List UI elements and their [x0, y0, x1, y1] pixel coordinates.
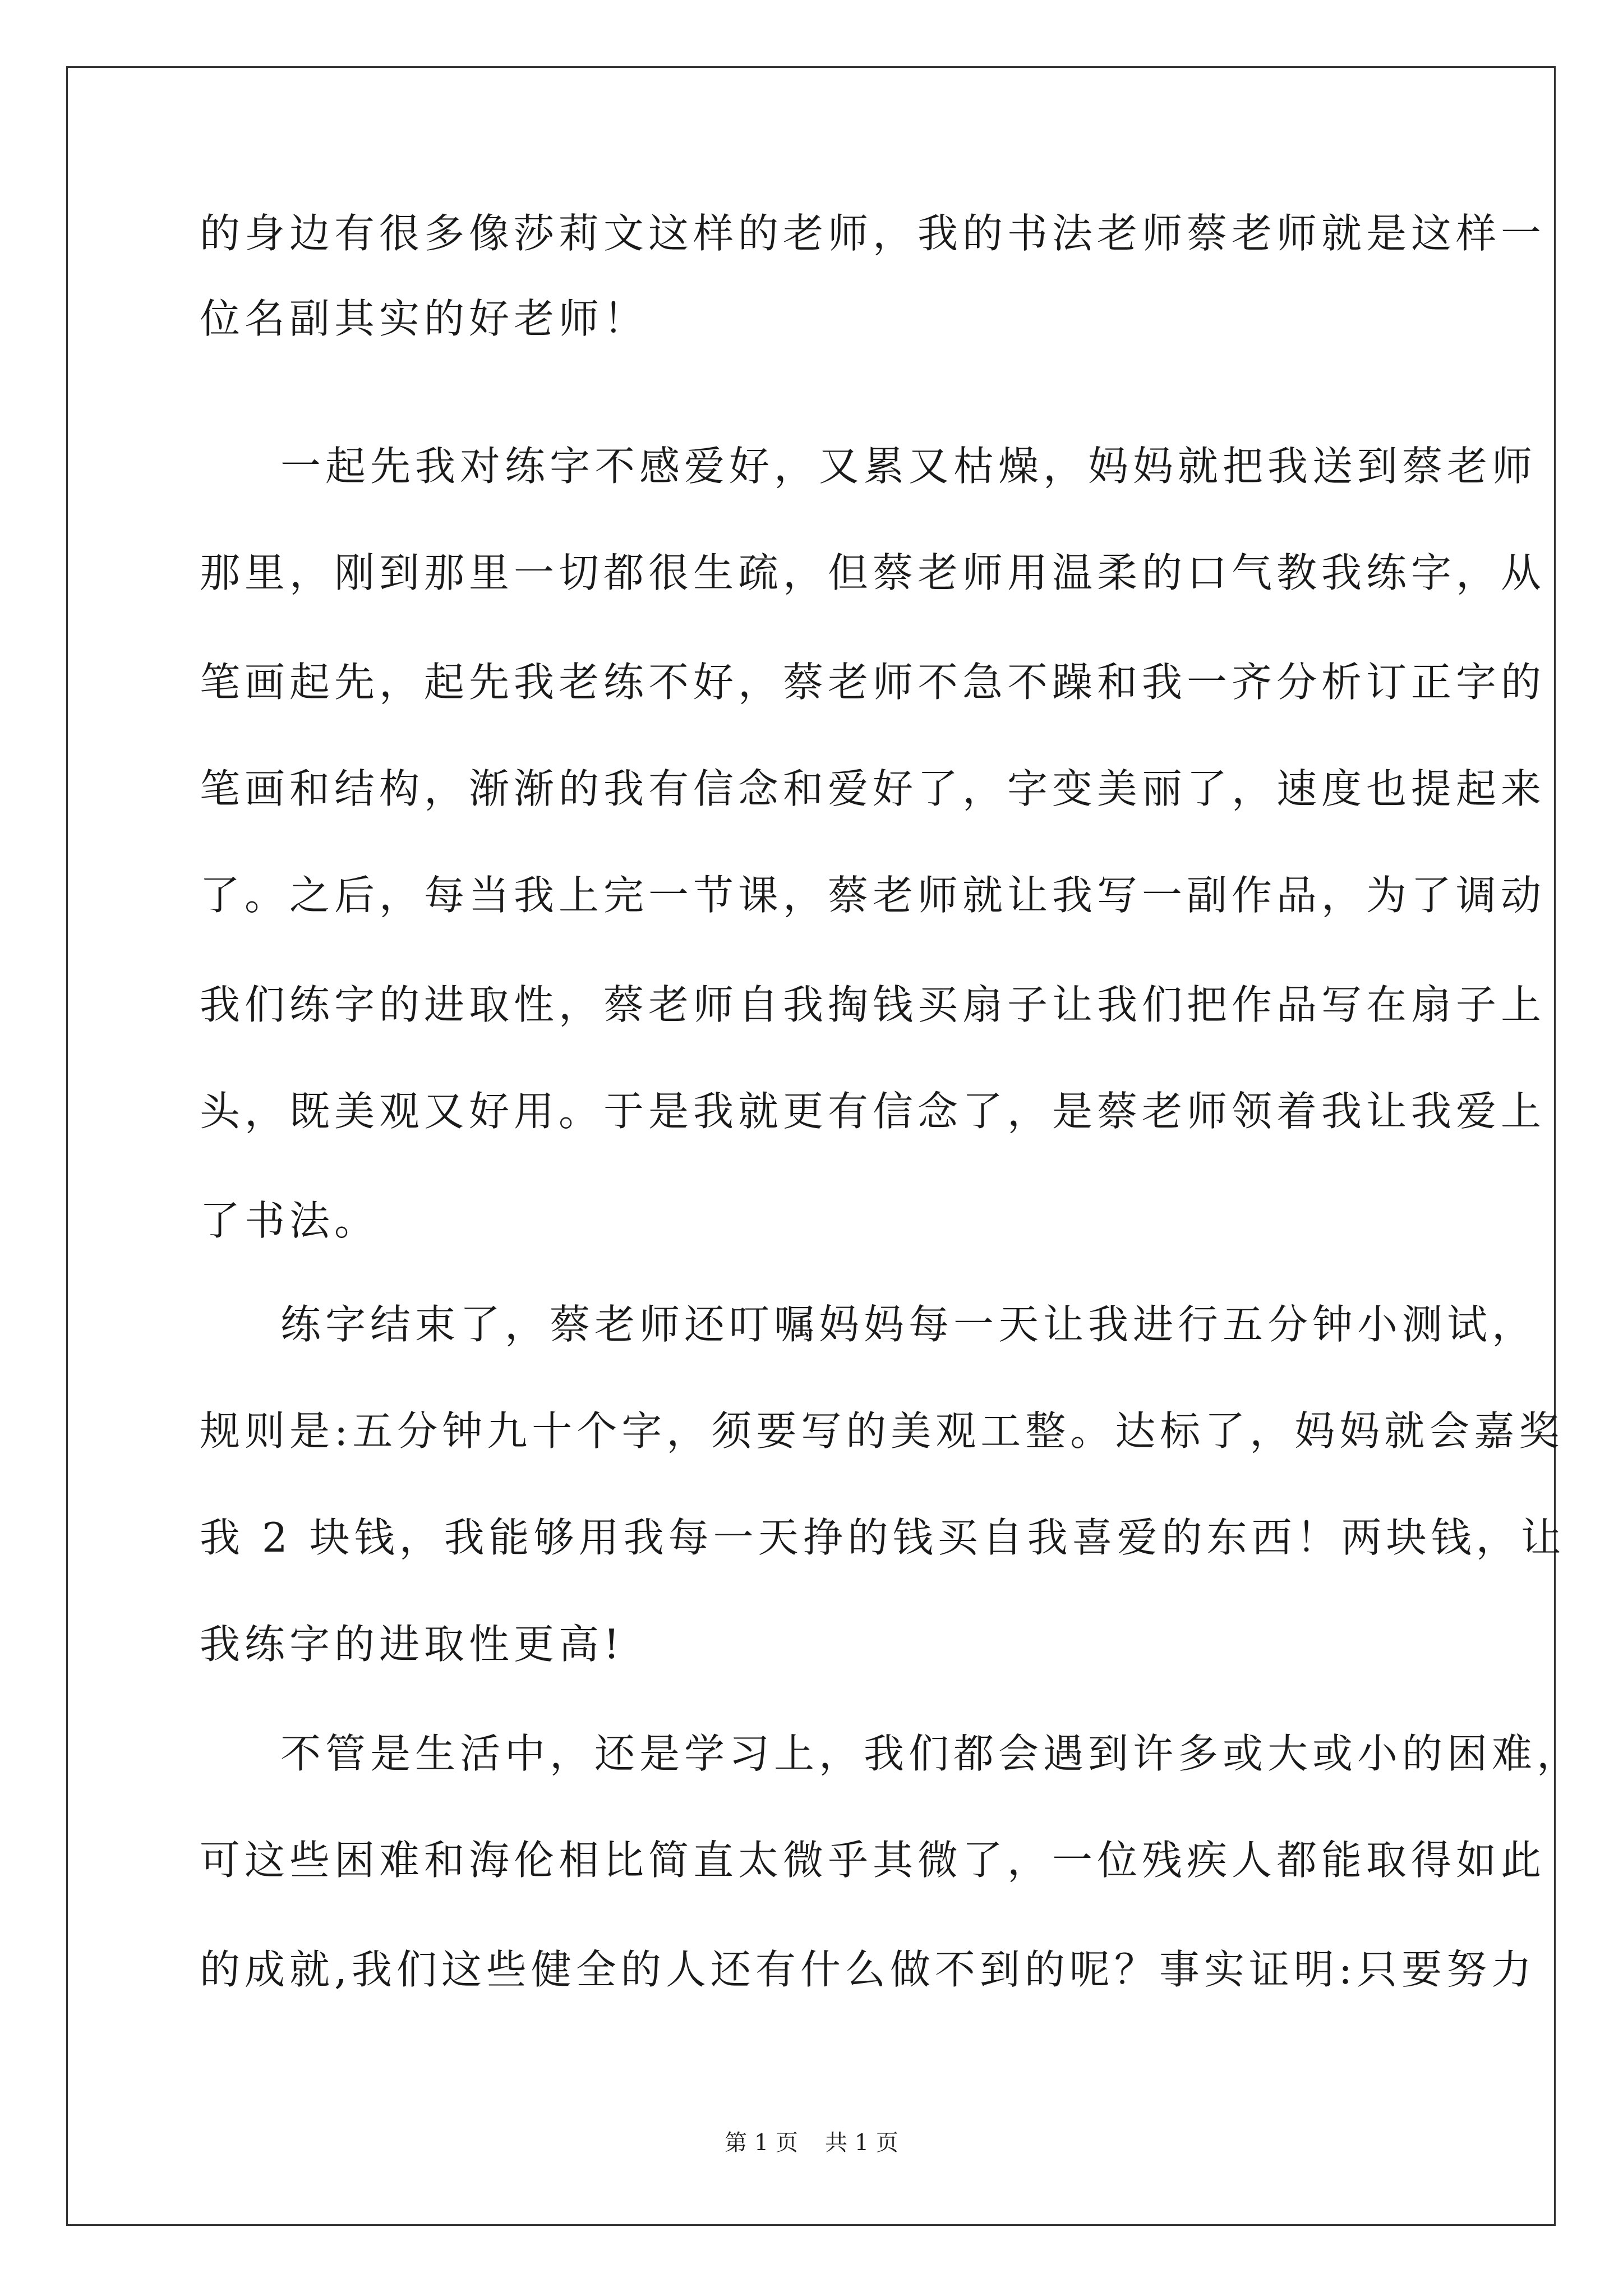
page-border	[66, 66, 1556, 2226]
text-line-17: 的成就,我们这些健全的人还有什么做不到的呢？事实证明:只要努力	[200, 1946, 1537, 1993]
text-line-12: 规则是:五分钟九十个字，须要写的美观工整。达标了，妈妈就会嘉奖	[200, 1407, 1564, 1455]
text-line-16: 可这些困难和海伦相比简直太微乎其微了，一位残疾人都能取得如此	[200, 1837, 1546, 1884]
text-line-7: 了。之后，每当我上完一节课，蔡老师就让我写一副作品，为了调动	[200, 872, 1546, 919]
text-line-8: 我们练字的进取性，蔡老师自我掏钱买扇子让我们把作品写在扇子上	[200, 981, 1546, 1028]
text-line-13: 我 2 块钱，我能够用我每一天挣的钱买自我喜爱的东西！两块钱，让	[200, 1514, 1566, 1561]
page-number-total: 共 1 页	[825, 2130, 898, 2156]
text-line-5: 笔画起先，起先我老练不好，蔡老师不急不躁和我一齐分析订正字的	[200, 659, 1546, 706]
text-line-15: 不管是生活中，还是学习上，我们都会遇到许多或大或小的困难，	[280, 1730, 1582, 1777]
text-line-11: 练字结束了，蔡老师还叮嘱妈妈每一天让我进行五分钟小测试，	[280, 1301, 1537, 1348]
text-line-4: 那里，刚到那里一切都很生疏，但蔡老师用温柔的口气教我练字，从	[200, 549, 1546, 596]
text-line-14: 我练字的进取性更高!	[200, 1621, 624, 1668]
page-footer	[0, 2129, 1623, 2157]
text-line-1: 的身边有很多像莎莉文这样的老师，我的书法老师蔡老师就是这样一	[200, 210, 1546, 257]
text-line-10: 了书法。	[200, 1197, 380, 1244]
page-number-current: 第 1 页	[725, 2130, 798, 2156]
text-line-6: 笔画和结构，渐渐的我有信念和爱好了，字变美丽了，速度也提起来	[200, 765, 1546, 812]
text-line-9: 头，既美观又好用。于是我就更有信念了，是蔡老师领着我让我爱上	[200, 1088, 1546, 1135]
text-line-2: 位名副其实的好老师！	[200, 295, 649, 342]
text-line-3: 一起先我对练字不感爱好，又累又枯燥，妈妈就把我送到蔡老师	[280, 443, 1537, 490]
